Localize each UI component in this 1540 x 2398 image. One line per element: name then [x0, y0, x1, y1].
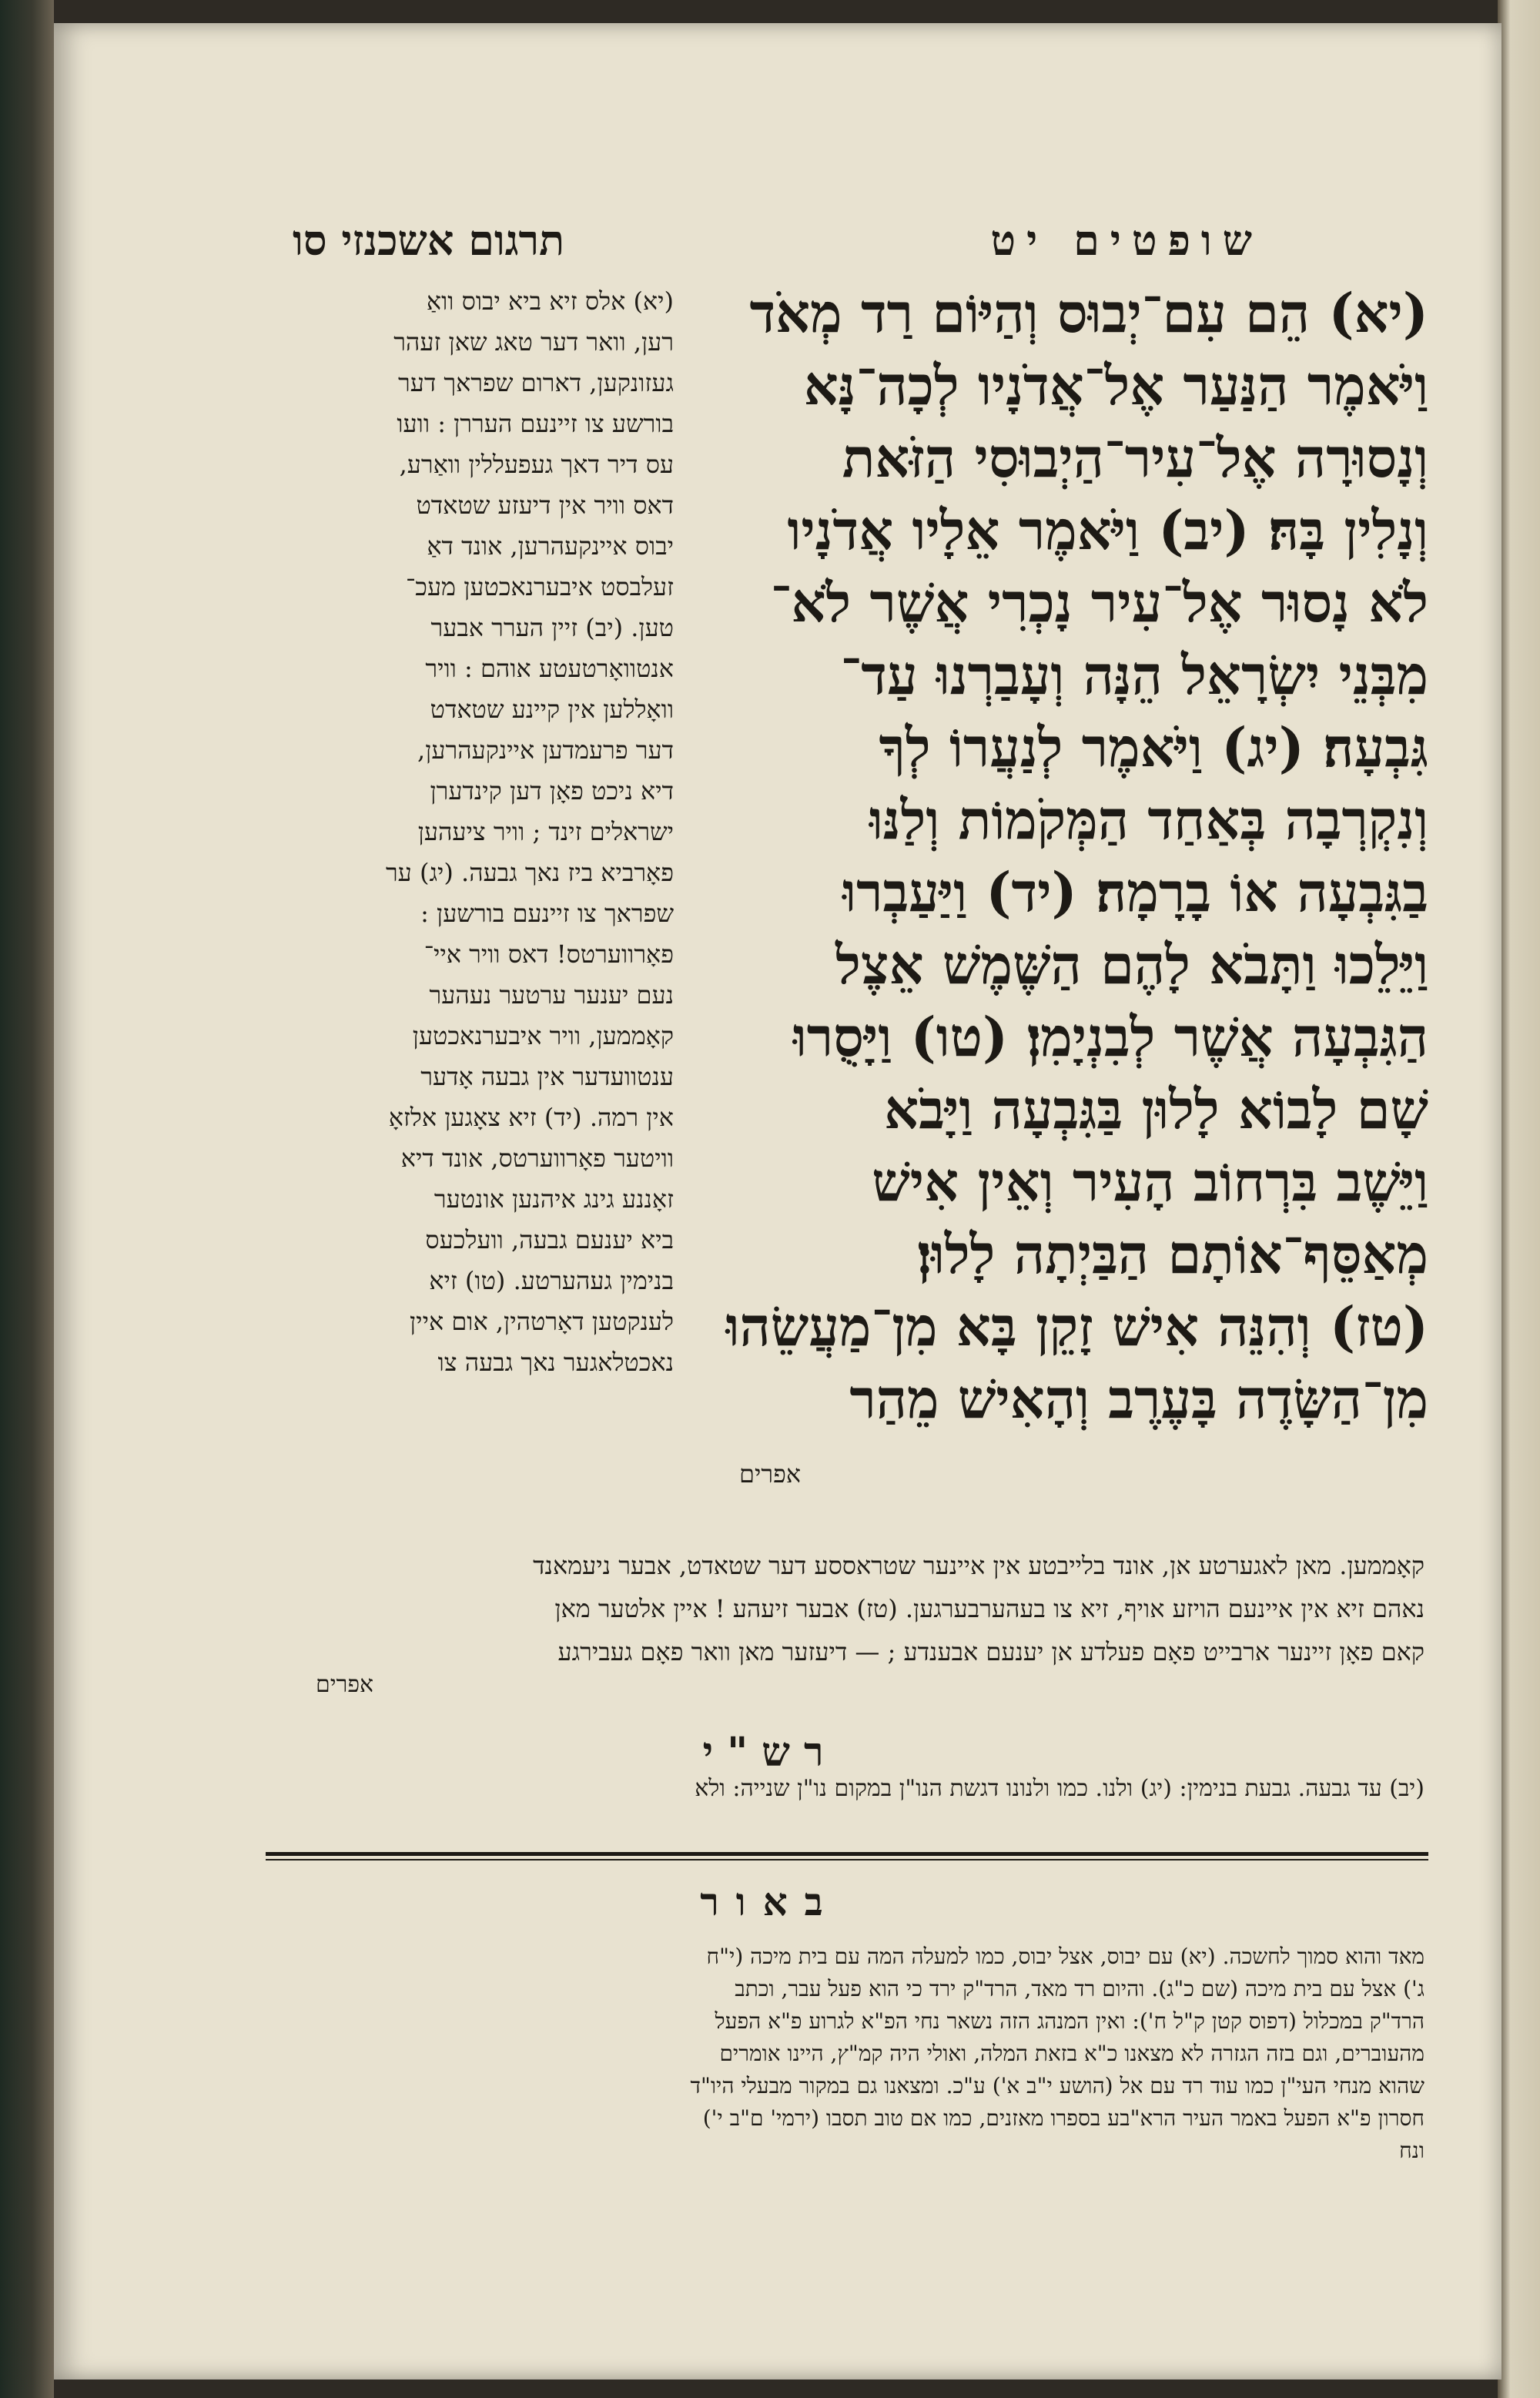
main-text-line: וַיֵּלֵכוּ וַתָּבֹא לָהֶם הַשֶּׁמֶשׁ אֵצֶל [835, 933, 1428, 996]
translation-column [273, 281, 674, 1383]
translation-line: דער פרעמדען איינקעהרען, [417, 735, 674, 765]
main-text-line: גִּבְעָה׃ (יג) וַיֹּאמֶר לְנַעֲרוֹ לְךָ [879, 715, 1428, 779]
translation-line: פאָרווערטס! דאס וויר איי־ [424, 939, 674, 969]
translation-line: געזונקען, דארום שפראך דער [397, 368, 674, 397]
biur-line: מאד והוא סמוך לחשכה. (יא) עם יבוס, אצל יבוס, כמו למעלה המה עם בית מיכה (י"ח [706, 1944, 1424, 1969]
biur-line: חסרון פ"א הפעל באמר העיר הרא"בע בספרו מאזנים, כמו אם טוב תסבו (ירמי' ם"ב י') [702, 2105, 1424, 2131]
catchword-translation: אפרים [316, 1671, 374, 1698]
main-text-line: שָׁם לָבוֹא לָלוּן בַּגִּבְעָה וַיָּבֹא [884, 1077, 1428, 1141]
translation-line: זאָננע גינג איהנען אונטער [434, 1184, 674, 1214]
biur-line: ג') אצל עם בית מיכה (שם כ"ג). והיום רד מאד, הרד"ק ירד כי הוא פעל עבר, וכתב [735, 1976, 1424, 2001]
translation-line: לענקטען דאָרטהין, אום איין [410, 1307, 674, 1336]
book-page-edge-right [1498, 0, 1540, 2398]
main-text-line: מִבְּנֵי יִשְׂרָאֵל הֵנָּה וְעָבַרְנוּ עַד־ [840, 643, 1428, 707]
translation-line: בנימין געהערטע. (טו) זיא [429, 1266, 674, 1295]
translation-line: זעלבסט איבערנאכטען מעכ־ [406, 572, 674, 601]
main-text-line: בַגִּבְעָה אוֹ בָרָמָה׃ (יד) וַיַּעַבְרוּ [842, 860, 1428, 924]
translation-line: רען, וואר דער טאג שאן זעהר [393, 327, 674, 357]
biur-text [270, 1941, 1424, 2167]
biur-title: באור [700, 1879, 840, 1924]
translation-line: ביא יענעם גבעה, וועלכעס [425, 1225, 674, 1254]
biur-line: שהוא מנחי העי"ן כמו עוד רד עם אל (הושע י"ב א') ע"כ. ומצאנו גם במקור מבעלי היו"ד [690, 2073, 1424, 2098]
translation-line: שפראך צו זיינעם בורשען : [420, 899, 674, 928]
translation-line: אין רמה. (יד) זיא צאָגען אלזאָ [388, 1103, 674, 1132]
translation-line: וואָללען אין קיינע שטאדט [430, 695, 674, 724]
main-text-line: (טז) וְהִנֵּה אִישׁ זָקֵן בָּא מִן־מַעֲשֵׂהוּ [725, 1294, 1428, 1358]
continuation-line: קאם פאָן זיינער ארבייט פאָם פעלדע אן יענעם אבענדע ; — דיעזער מאן וואר פאָם געבירגע [557, 1637, 1424, 1666]
biur-line: הרד"ק במכלול (דפוס קטן ק"ל ח'): ואין המנהג הזה נשאר נחי הפ"א לגרוע פ"א הפעל [715, 2008, 1424, 2034]
header-right-title: שופטים יט [990, 216, 1263, 265]
catchword-main: אפרים [739, 1459, 802, 1489]
biur-line: ונח [1399, 2138, 1424, 2163]
translation-line: דאס וויר אין דיעזע שטאדט [416, 491, 674, 520]
translation-line: דיא ניכט פאָן דען קינדערן [430, 776, 674, 805]
main-text-line: מְאַסֵּף־אוֹתָם הַבַּיְתָה לָלוּן׃ [917, 1222, 1428, 1286]
main-text-line: וְנָלִין בָּהּ׃ (יב) וַיֹּאמֶר אֵלָיו אֲדֹנָיו [787, 498, 1428, 562]
rashi-title: רש"י [702, 1729, 838, 1776]
translation-line: (יא) אלס זיא ביא יבוס וואַ [426, 286, 674, 316]
biur-line: מהעוברים, וגם בזה הגזרה לא מצאנו כ"א בזאת המלה, ואולי היה קמ"ץ, היינו אומרים [719, 2041, 1424, 2066]
main-text-line: וְנָסוּרָה אֶל־עִיר־הַיְבוּסִי הַזֹּאת [842, 426, 1428, 490]
translation-line: נאכטלאגער נאך גבעה צו [437, 1348, 674, 1377]
continuation-line: קאָממען. מאן לאגערטע אן, אונד בלייבטע אין איינער שטראססע דער שטאדט, אבער ניעמאנד [533, 1551, 1424, 1580]
rashi-text: (יב) עד גבעה. גבעת בנימין: (יג) ולנו. כמו ולנונו דגשת הנו"ן במקום נו"ן שנייה: ולא [695, 1775, 1424, 1802]
book-binding-left [0, 0, 54, 2398]
main-text-line: מִן־הַשָּׂדֶה בָּעֶרֶב וְהָאִישׁ מֵהַר [849, 1367, 1428, 1431]
section-divider [266, 1852, 1428, 1856]
translation-line: טען. (יב) זיין הערר אבער [430, 613, 674, 642]
translation-line: וויטער פאָרווערטס, אונד דיא [400, 1144, 674, 1173]
main-text-line: וְנִקְרְבָה בְּאַחַד הַמְּקֹמוֹת וְלַנּוּ [869, 788, 1428, 852]
translation-line: נעם יענער ערטער נעהער [429, 980, 674, 1010]
translation-line: עס דיר דאך געפעללין וואַרע, [399, 450, 674, 479]
section-divider-thin [266, 1859, 1428, 1860]
main-text-line: (יא) הֵם עִם־יְבוּס וְהַיּוֹם רַד מְאֹד [749, 281, 1428, 345]
translation-continuation [270, 1544, 1424, 1673]
main-hebrew-text [689, 277, 1428, 1435]
translation-line: פאָרביא ביז נאך גבעה. (יג) ער [385, 858, 674, 887]
translation-line: ישראלים זינד ; וויר ציעהען [417, 817, 674, 846]
header-left-title: תרגום אשכנזי סו [293, 216, 565, 265]
translation-line: קאָממען, וויר איבערנאכטען [412, 1021, 674, 1050]
translation-line: אנטוואָרטעטע אוהם : וויר [425, 654, 674, 683]
translation-line: יבוס איינקעהרען, אונד דאַ [427, 531, 674, 561]
main-text-line: וַיֵּשֶׁב בִּרְחוֹב הָעִיר וְאֵין אִישׁ [872, 1150, 1428, 1214]
translation-line: בורשע צו זיינעם העררן : וועו [397, 409, 674, 438]
continuation-line: נאהם זיא אין איינעם הויזע אויף, זיא צו בעהערבערגען. (טז) אבער זיעהע ! איין אלטער מאן [554, 1594, 1424, 1623]
main-text-line: וַיֹּאמֶר הַנַּעַר אֶל־אֲדֹנָיו לְכָה־נָּא [803, 353, 1428, 417]
main-text-line: לֹא נָסוּר אֶל־עִיר נָכְרִי אֲשֶׁר לֹא־ [770, 571, 1428, 635]
translation-line: ענטוועדער אין גבעה אָדער [420, 1062, 674, 1091]
main-text-line: הַגִּבְעָה אֲשֶׁר לְבִנְיָמִן׃ (טו) וַיָּסֻרוּ [792, 1005, 1428, 1069]
